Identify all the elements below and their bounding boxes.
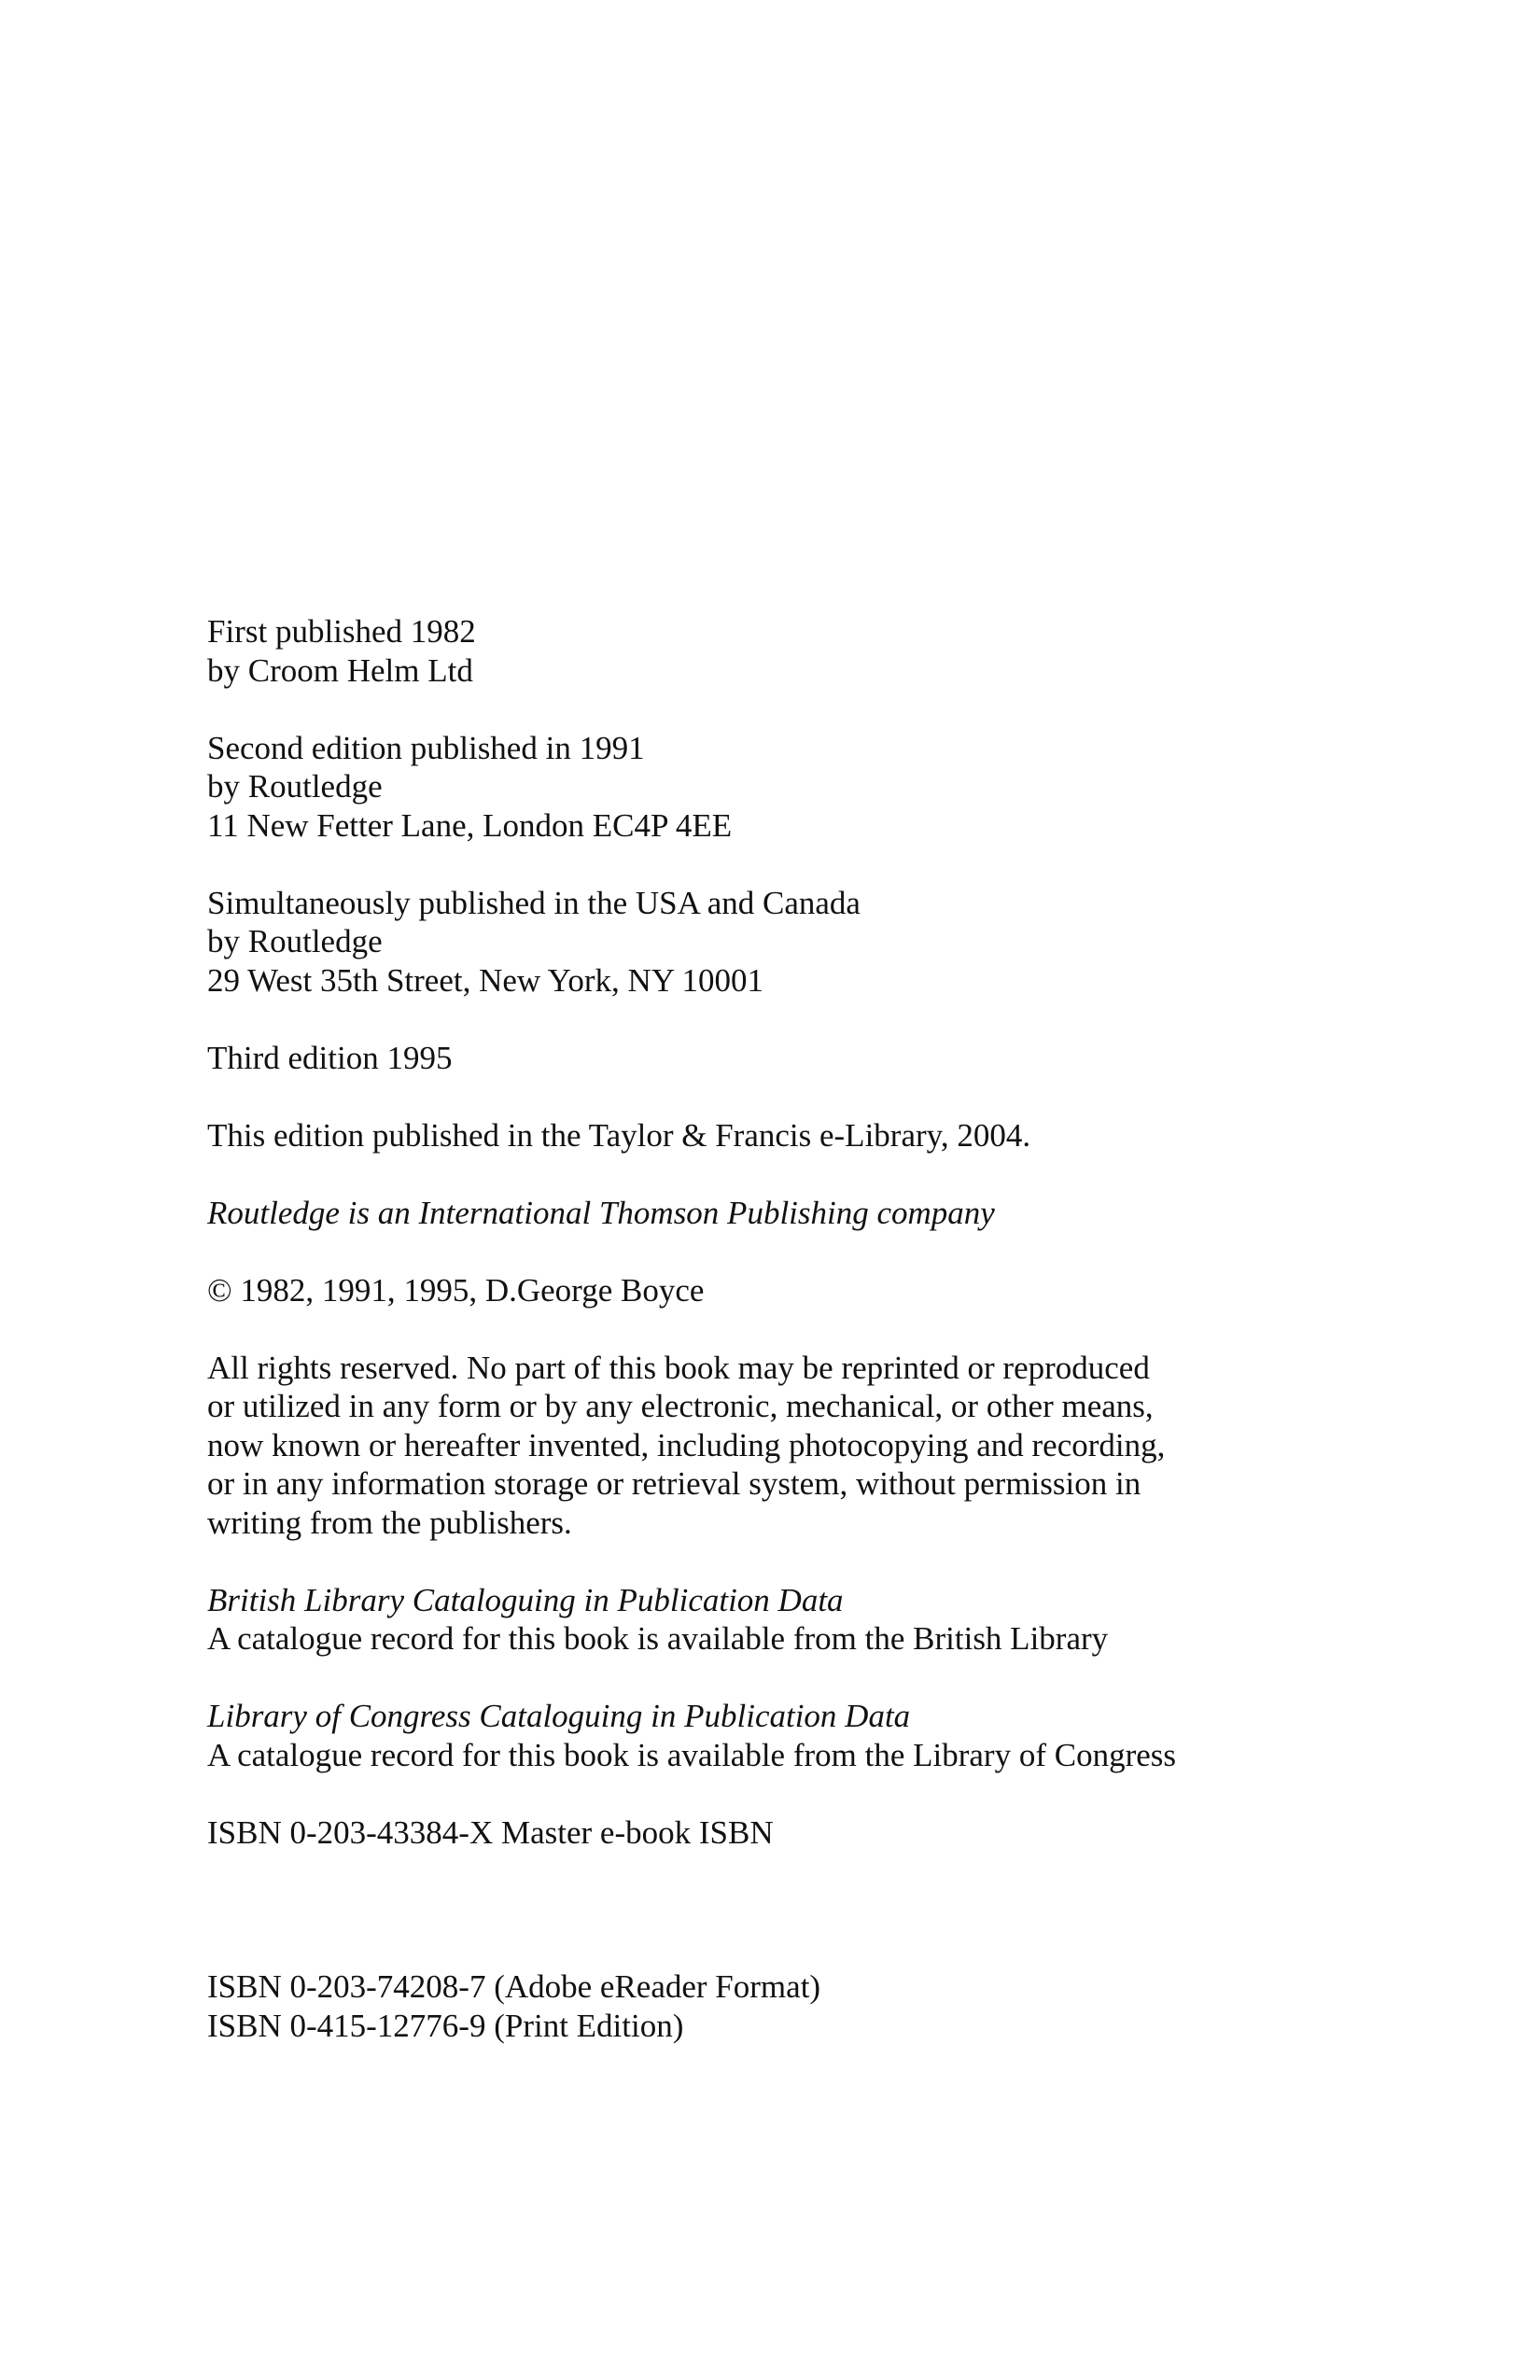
second-edition-line: Second edition published in 1991 (207, 729, 645, 766)
master-isbn (207, 1813, 1374, 1853)
third-edition (207, 1039, 1374, 1078)
rights-line: writing from the publishers. (207, 1504, 572, 1541)
british-library-heading: British Library Cataloguing in Publication Data (207, 1581, 844, 1618)
usa-address-line: 29 West 35th Street, New York, NY 10001 (207, 961, 764, 999)
copyright-line: © 1982, 1991, 1995, D.George Boyce (207, 1271, 705, 1309)
british-library-text: A catalogue record for this book is available from the British Library (207, 1620, 1109, 1657)
library-of-congress-cip (207, 1697, 1374, 1774)
usa-publication (207, 884, 1374, 1001)
usa-published-line: Simultaneously published in the USA and Canada (207, 884, 861, 921)
elibrary-edition (207, 1116, 1374, 1155)
copyright-notice (207, 1271, 1374, 1310)
print-isbn-line: ISBN 0-415-12776-9 (Print Edition) (207, 2007, 684, 2044)
library-of-congress-heading: Library of Congress Cataloguing in Publication Data (207, 1698, 911, 1734)
format-isbns (207, 1967, 1374, 2045)
rights-line: All rights reserved. No part of this book may be reprinted or reproduced (207, 1349, 1150, 1386)
rights-line: or in any information storage or retrieval system, without permission in (207, 1465, 1141, 1502)
first-publication (207, 612, 1374, 690)
rights-statement (207, 1349, 1374, 1543)
second-address-line: 11 New Fetter Lane, London EC4P 4EE (207, 806, 733, 844)
rights-line: now known or hereafter invented, including photocopying and recording, (207, 1426, 1166, 1463)
rights-line: or utilized in any form or by any electronic, mechanical, or other means, (207, 1388, 1154, 1424)
second-edition (207, 729, 1374, 846)
first-publisher-line: by Croom Helm Ltd (207, 651, 473, 689)
library-of-congress-text: A catalogue record for this book is available from the Library of Congress (207, 1736, 1177, 1773)
imprint-text (207, 612, 1374, 2084)
publisher-note (207, 1194, 1374, 1233)
master-isbn-line: ISBN 0-203-43384-X Master e-book ISBN (207, 1813, 774, 1851)
first-published-line: First published 1982 (207, 613, 476, 650)
usa-publisher-line: by Routledge (207, 923, 383, 959)
elibrary-line: This edition published in the Taylor & Francis e-Library, 2004. (207, 1116, 1031, 1154)
british-library-cip (207, 1581, 1374, 1659)
second-publisher-line: by Routledge (207, 768, 383, 805)
third-edition-line: Third edition 1995 (207, 1039, 453, 1076)
adobe-isbn-line: ISBN 0-203-74208-7 (Adobe eReader Format) (207, 1968, 821, 2005)
publisher-note-line: Routledge is an International Thomson Publishing company (207, 1194, 995, 1231)
